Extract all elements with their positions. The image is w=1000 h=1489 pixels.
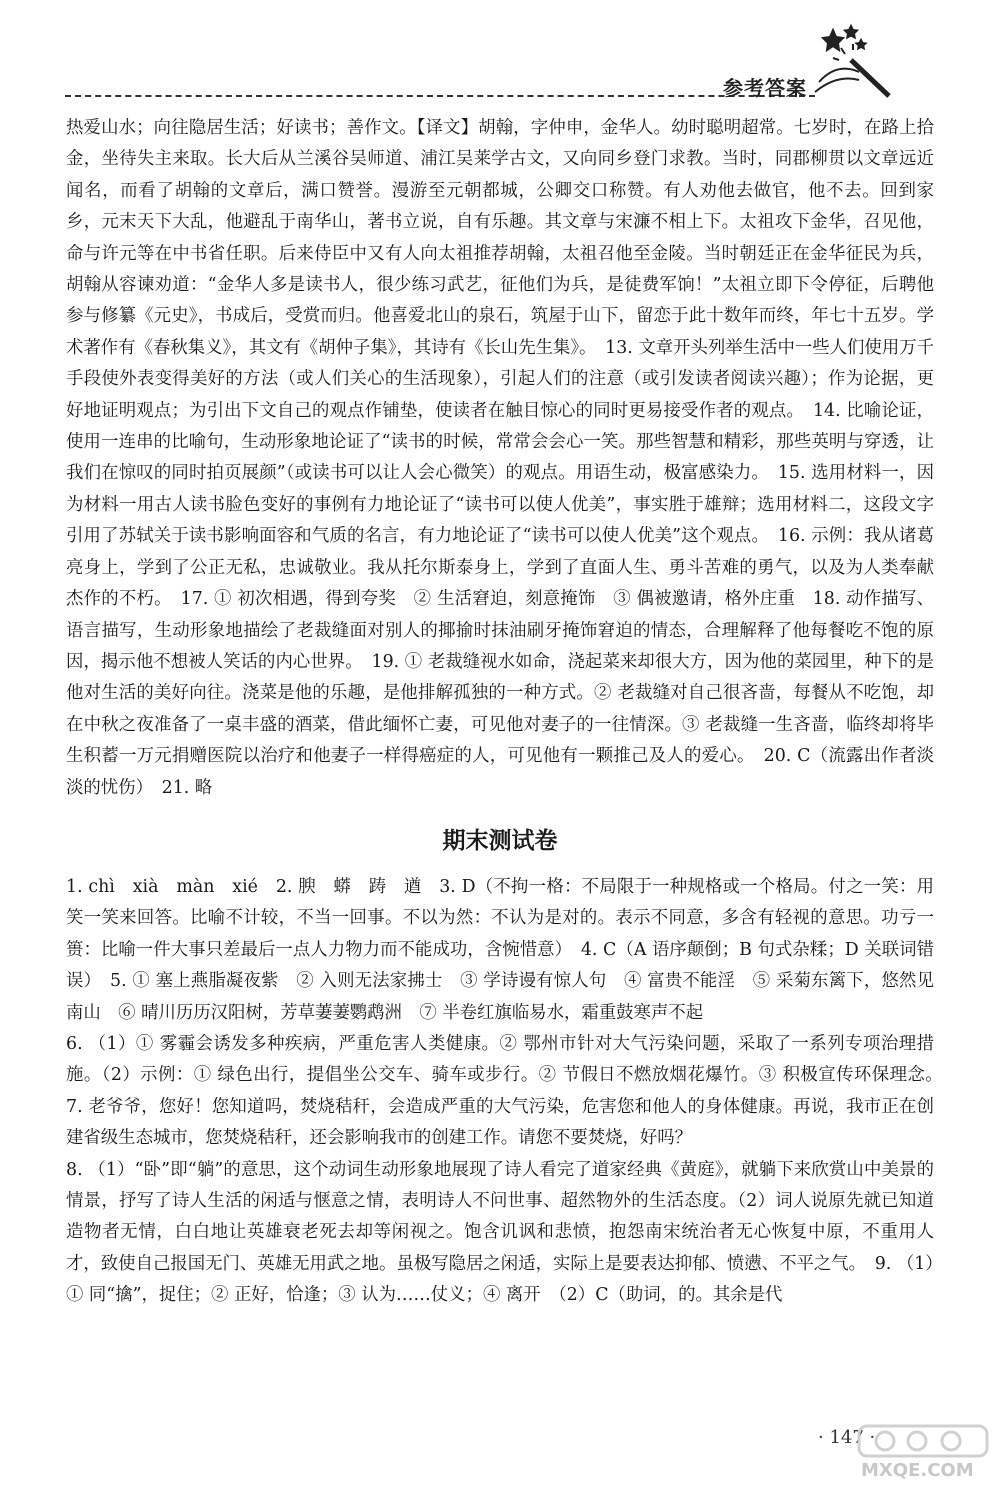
- answer-paragraph: 1. chì xià màn xié 2. 腴 蟒 踌 遒 3. D（不拘一格：不局限于一种规格或一个格局。付之一笑：用笑一笑来回答。比喻不计较，不当一回事。不以为然：不认为是对的。表示不同意，多含有轻视的意思。功亏一篑：比喻一件大事只差最后一点人力物力而不能成功，含惋惜意） 4. C（A 语序颠倒；B 句式杂糅；D 关联词错误） 5. ① 塞上燕脂凝夜紫 ② 入则无法家拂士 ③ 学诗谩有惊人句 ④ 富贵不能淫 ⑤ 采菊东篱下，悠然见南山 ⑥ 晴川历历汉阳树，芳草萋萋鹦鹉洲 ⑦ 半卷红旗临易水，霜重鼓寒声不起: [66, 876, 934, 1023]
- answer-paragraph: 8. （1）“卧”即“躺”的意思，这个动词生动形象地展现了诗人看完了道家经典《黄庭》，就躺下来欣赏山中美景的情景，抒写了诗人生活的闲适与惬意之情，表明诗人不问世事、超然物外的生活态度。（2）词人说原先就已知道造物者无情，白白地让英雄衰老死去却等闲视之。饱含讥讽和悲愤，抱怨南宋统治者无心恢复中原，不重用人才，致使自己报国无门、英雄无用武之地。虽极写隐居之闲适，实际上是要表达抑郁、愤懑、不平之气。 9. （1）① 同“擒”，捉住；② 正好，恰逢；③ 认为……仗义；④ 离开 （2）C（助词，的。其余是代: [66, 1159, 934, 1306]
- watermark-logo-icon: [855, 1420, 995, 1460]
- section-title: 期末测试卷: [442, 827, 558, 854]
- header-title: 参考答案: [723, 76, 807, 100]
- page-number: · 147 ·: [818, 1427, 876, 1448]
- page-header: [65, 20, 935, 100]
- answer-paragraph: 6. （1）① 雾霾会诱发多种疾病，严重危害人类健康。② 鄂州市针对大气污染问题，采取了一系列专项治理措施。（2）示例：① 绿色出行，提倡坐公交车、骑车或步行。② 节假日不燃放烟花爆竹。③ 积极宣传环保理念。 7. 老爷爷，您好！您知道吗，焚烧秸秆，会造成严重的大气污染，危害您和他人的身体健康。再说，我市正在创建省级生态城市，您焚烧秸秆，还会影响我市的创建工作。请您不要焚烧，好吗？: [66, 1033, 952, 1149]
- watermark-text: MXQE.COM: [861, 1460, 974, 1481]
- top-scan-artifact: [350, 2, 610, 20]
- answer-content: [66, 113, 952, 1312]
- answer-paragraph: 热爱山水；向往隐居生活；好读书；善作文。【译文】胡翰，字仲申，金华人。幼时聪明超常。七岁时，在路上拾金，坐待失主来取。长大后从兰溪谷吴师道、浦江吴莱学古文，又向同乡登门求教。当时，同郡柳贯以文章远近闻名，而看了胡翰的文章后，满口赞誉。漫游至元朝都城，公卿交口称赞。有人劝他去做官，他不去。回到家乡，元末天下大乱，他避乱于南华山，著书立说，自有乐趣。其文章与宋濂不相上下。太祖攻下金华，召见他，命与许元等在中书省任职。后来侍臣中又有人向太祖推荐胡翰，太祖召他至金陵。当时朝廷正在金华征民为兵，胡翰从容谏劝道：“金华人多是读书人，很少练习武艺，征他们为兵，是徒费军饷！”太祖立即下令停征，后聘他参与修纂《元史》，书成后，受赏而归。他喜爱北山的泉石，筑屋于山下，留恋于此十数年而终，年七十五岁。学术著作有《春秋集义》，其文有《胡仲子集》，其诗有《长山先生集》。 13. 文章开头列举生活中一些人们使用万千手段使外表变得美好的方法（或人们关心的生活现象），引起人们的注意（或引发读者阅读兴趣）；作为论据，更好地证明观点；为引出下文自己的观点作铺垫，使读者在触目惊心的同时更易接受作者的观点。 14. 比喻论证，使用一连串的比喻句，生动形象地论证了“读书的时候，常常会会心一笑。那些智慧和精彩，那些英明与穿透，让我们在惊叹的同时拍页展颜”（或读书可以让人会心微笑）的观点。用语生动，极富感染力。 15. 选用材料一，因为材料一用古人读书脸色变好的事例有力地论证了“读书可以使人优美”，事实胜于雄辩；选用材料二，这段文字引用了苏轼关于读书影响面容和气质的名言，有力地论证了“读书可以使人优美”这个观点。 16. 示例：我从诸葛亮身上，学到了公正无私，忠诚敬业。我从托尔斯泰身上，学到了直面人生、勇斗苦难的勇气，以及为人类奉献杰作的不朽。 17. ① 初次相遇，得到夸奖 ② 生活窘迫，刻意掩饰 ③ 偶被邀请，格外庄重 18. 动作描写、语言描写，生动形象地描绘了老裁缝面对别人的揶揄时抹油刷牙掩饰窘迫的情态，合理解释了他每餐吃不饱的原因，揭示他不想被人笑话的内心世界。 19. ① 老裁缝视水如命，浇起菜来却很大方，因为他的菜园里，种下的是他对生活的美好向往。浇菜是他的乐趣，是他排解孤独的一种方式。② 老裁缝对自己很吝啬，每餐从不吃饱，却在中秋之夜准备了一桌丰盛的酒菜，借此缅怀亡妻，可见他对妻子的一往情深。③ 老裁缝一生吝啬，临终却将毕生积蓄一万元捐赠医院以治疗和他妻子一样得癌症的人，可见他有一颗推己及人的爱心。 20. C（流露出作者淡淡的忧伤） 21. 略: [66, 118, 934, 798]
- watermark: [855, 1420, 995, 1485]
- header-dashed-rule: [65, 95, 815, 97]
- star-wand-icon: [805, 20, 895, 102]
